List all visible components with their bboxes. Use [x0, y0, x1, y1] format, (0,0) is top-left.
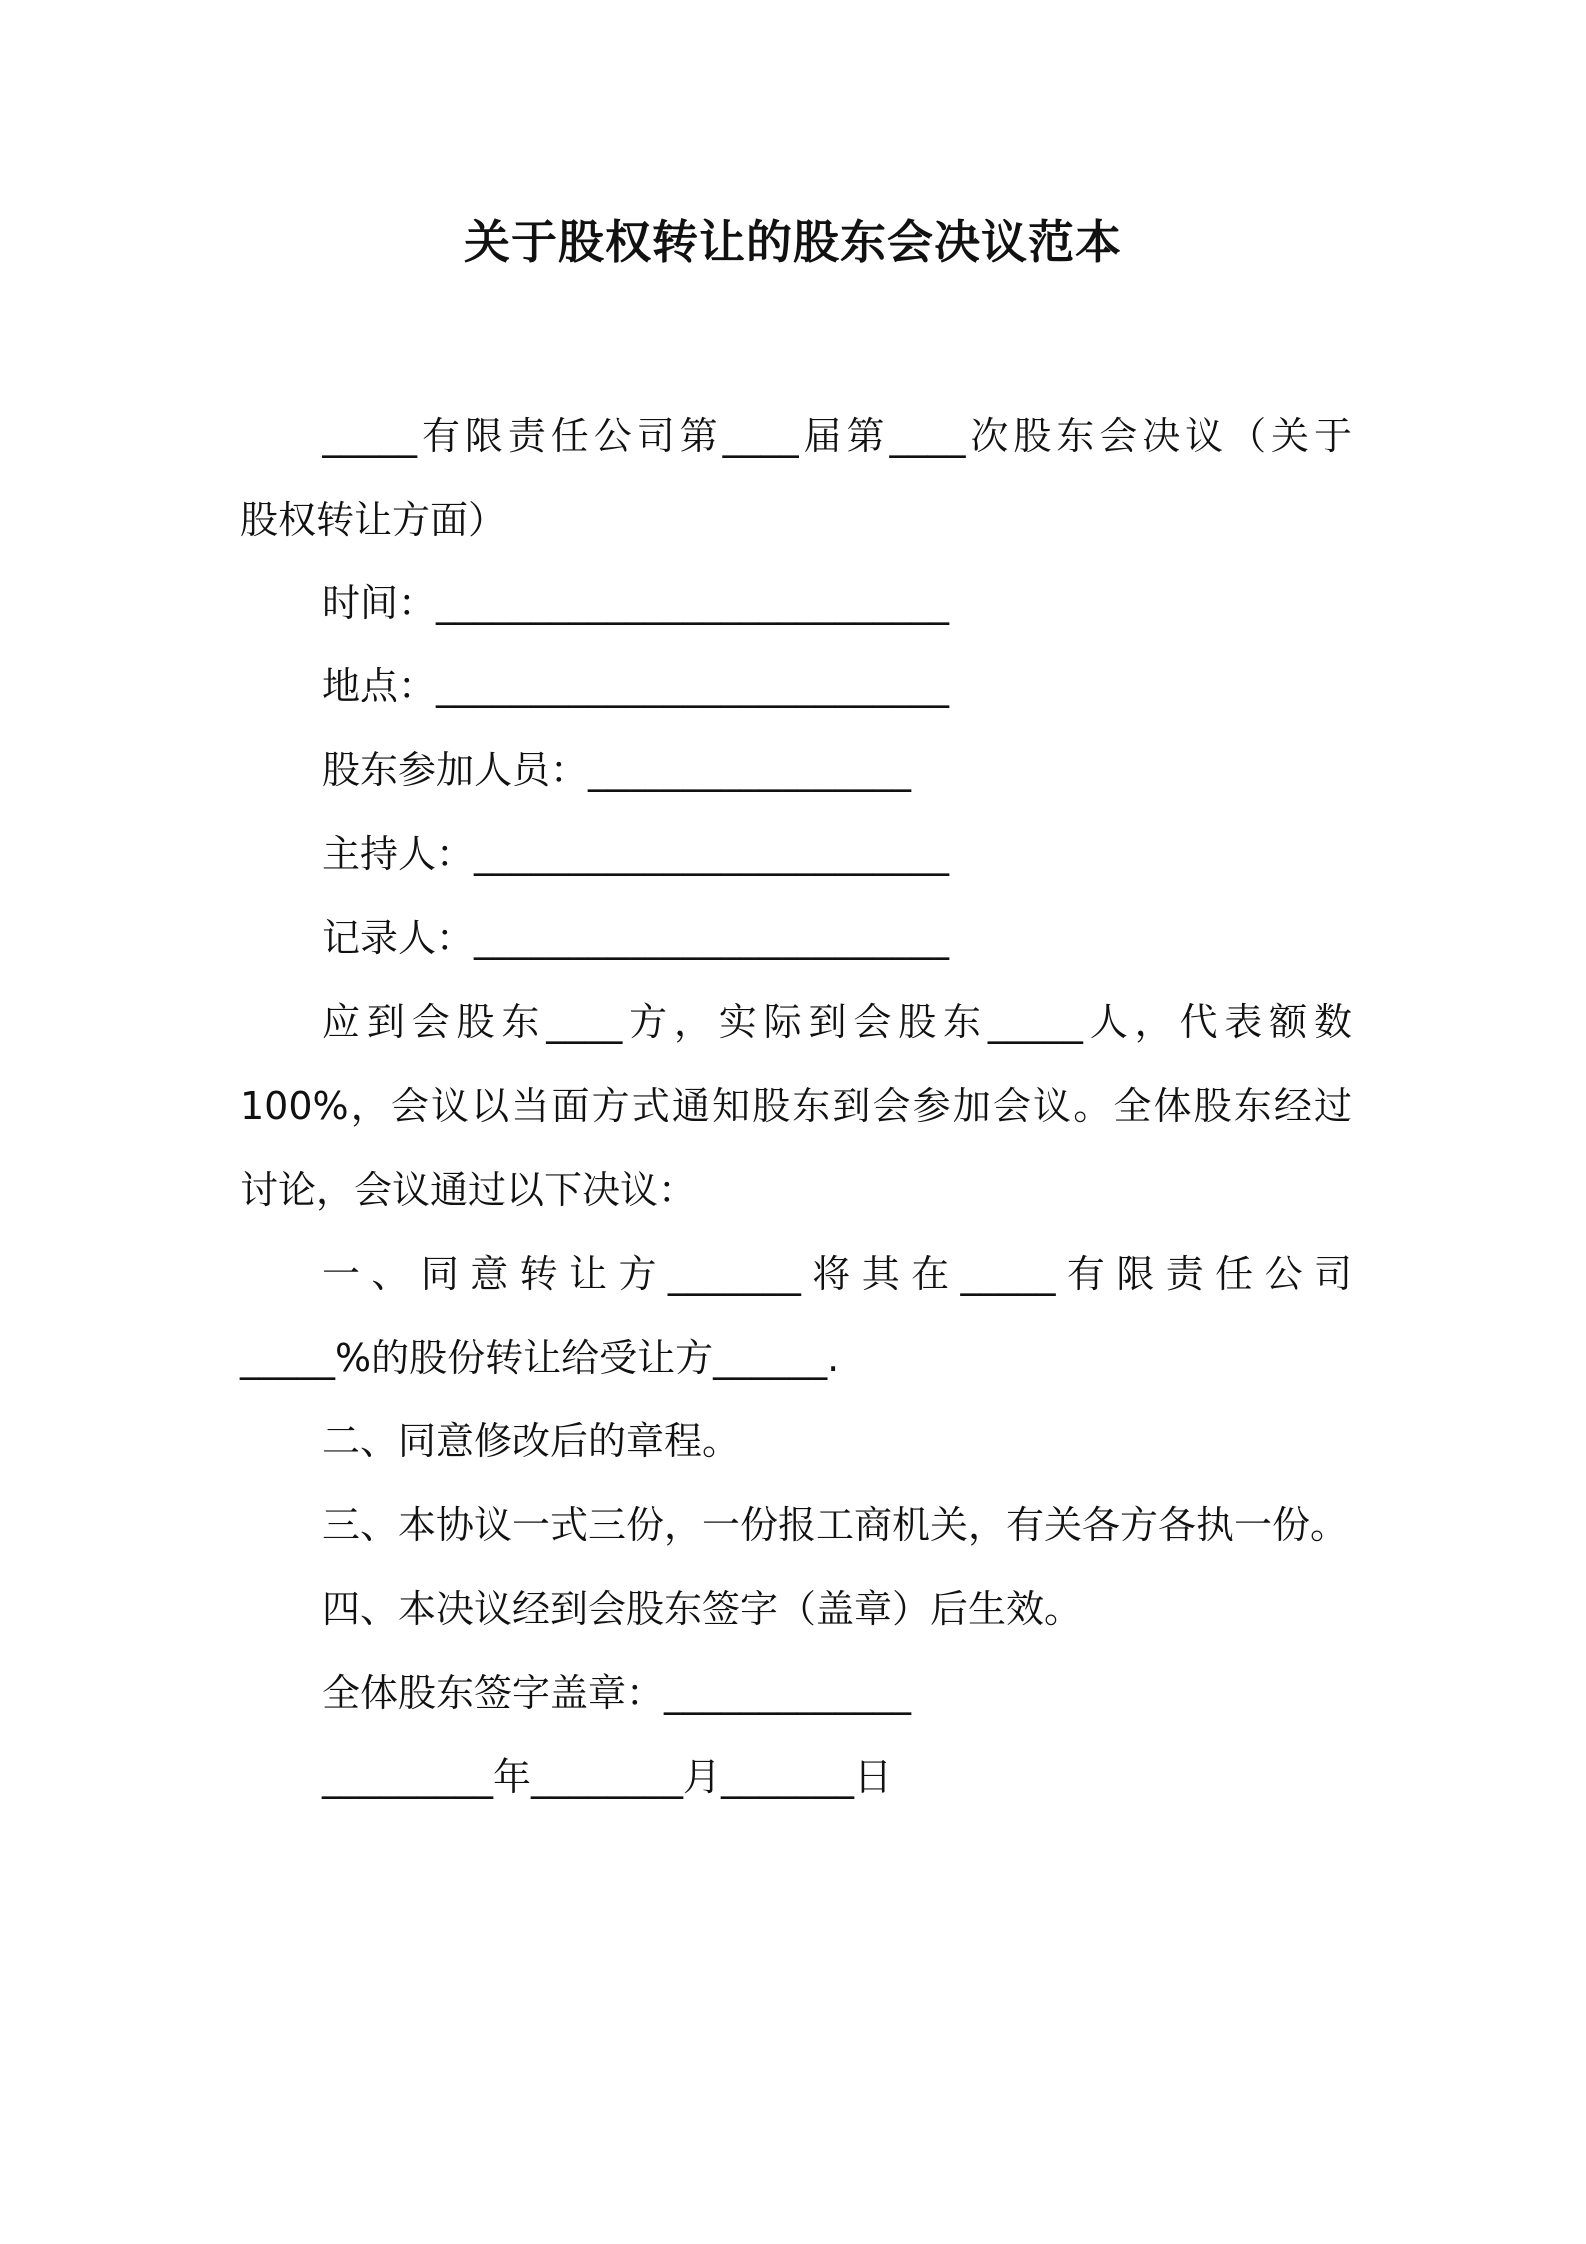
signature-field: 全体股东签字盖章：_____________ [322, 1671, 912, 1715]
attendees-field: 股东参加人员：_________________ [322, 748, 912, 792]
resolution-item-2: 二、同意修改后的章程。 [322, 1419, 741, 1463]
attendance-paragraph-line-1: 应到会股东____方，实际到会股东_____人，代表额数 [322, 1000, 1352, 1044]
attendance-paragraph-line-3: 讨论，会议通过以下决议： [240, 1168, 697, 1212]
resolution-item-1-line-1: 一、同意转让方_______将其在_____有限责任公司 [322, 1252, 1352, 1296]
resolution-item-4: 四、本决议经到会股东签字（盖章）后生效。 [322, 1587, 1083, 1631]
attendance-paragraph-line-2: 100%，会议以当面方式通知股东到会参加会议。全体股东经过 [240, 1084, 1352, 1128]
place-field: 地点：___________________________ [322, 664, 950, 708]
time-field: 时间：___________________________ [322, 581, 950, 625]
recorder-field: 记录人：_________________________ [322, 916, 950, 960]
resolution-item-1-line-2: _____%的股份转让给受让方______. [240, 1336, 840, 1380]
date-field: _________年________月_______日 [322, 1755, 893, 1799]
heading-line-1: _____有限责任公司第____届第____次股东会决议（关于 [322, 414, 1352, 458]
document-title: 关于股权转让的股东会决议范本 [464, 215, 1122, 269]
resolution-item-3: 三、本协议一式三份，一份报工商机关，有关各方各执一份。 [322, 1503, 1349, 1547]
heading-line-2: 股权转让方面） [240, 498, 507, 542]
host-field: 主持人：_________________________ [322, 832, 950, 876]
